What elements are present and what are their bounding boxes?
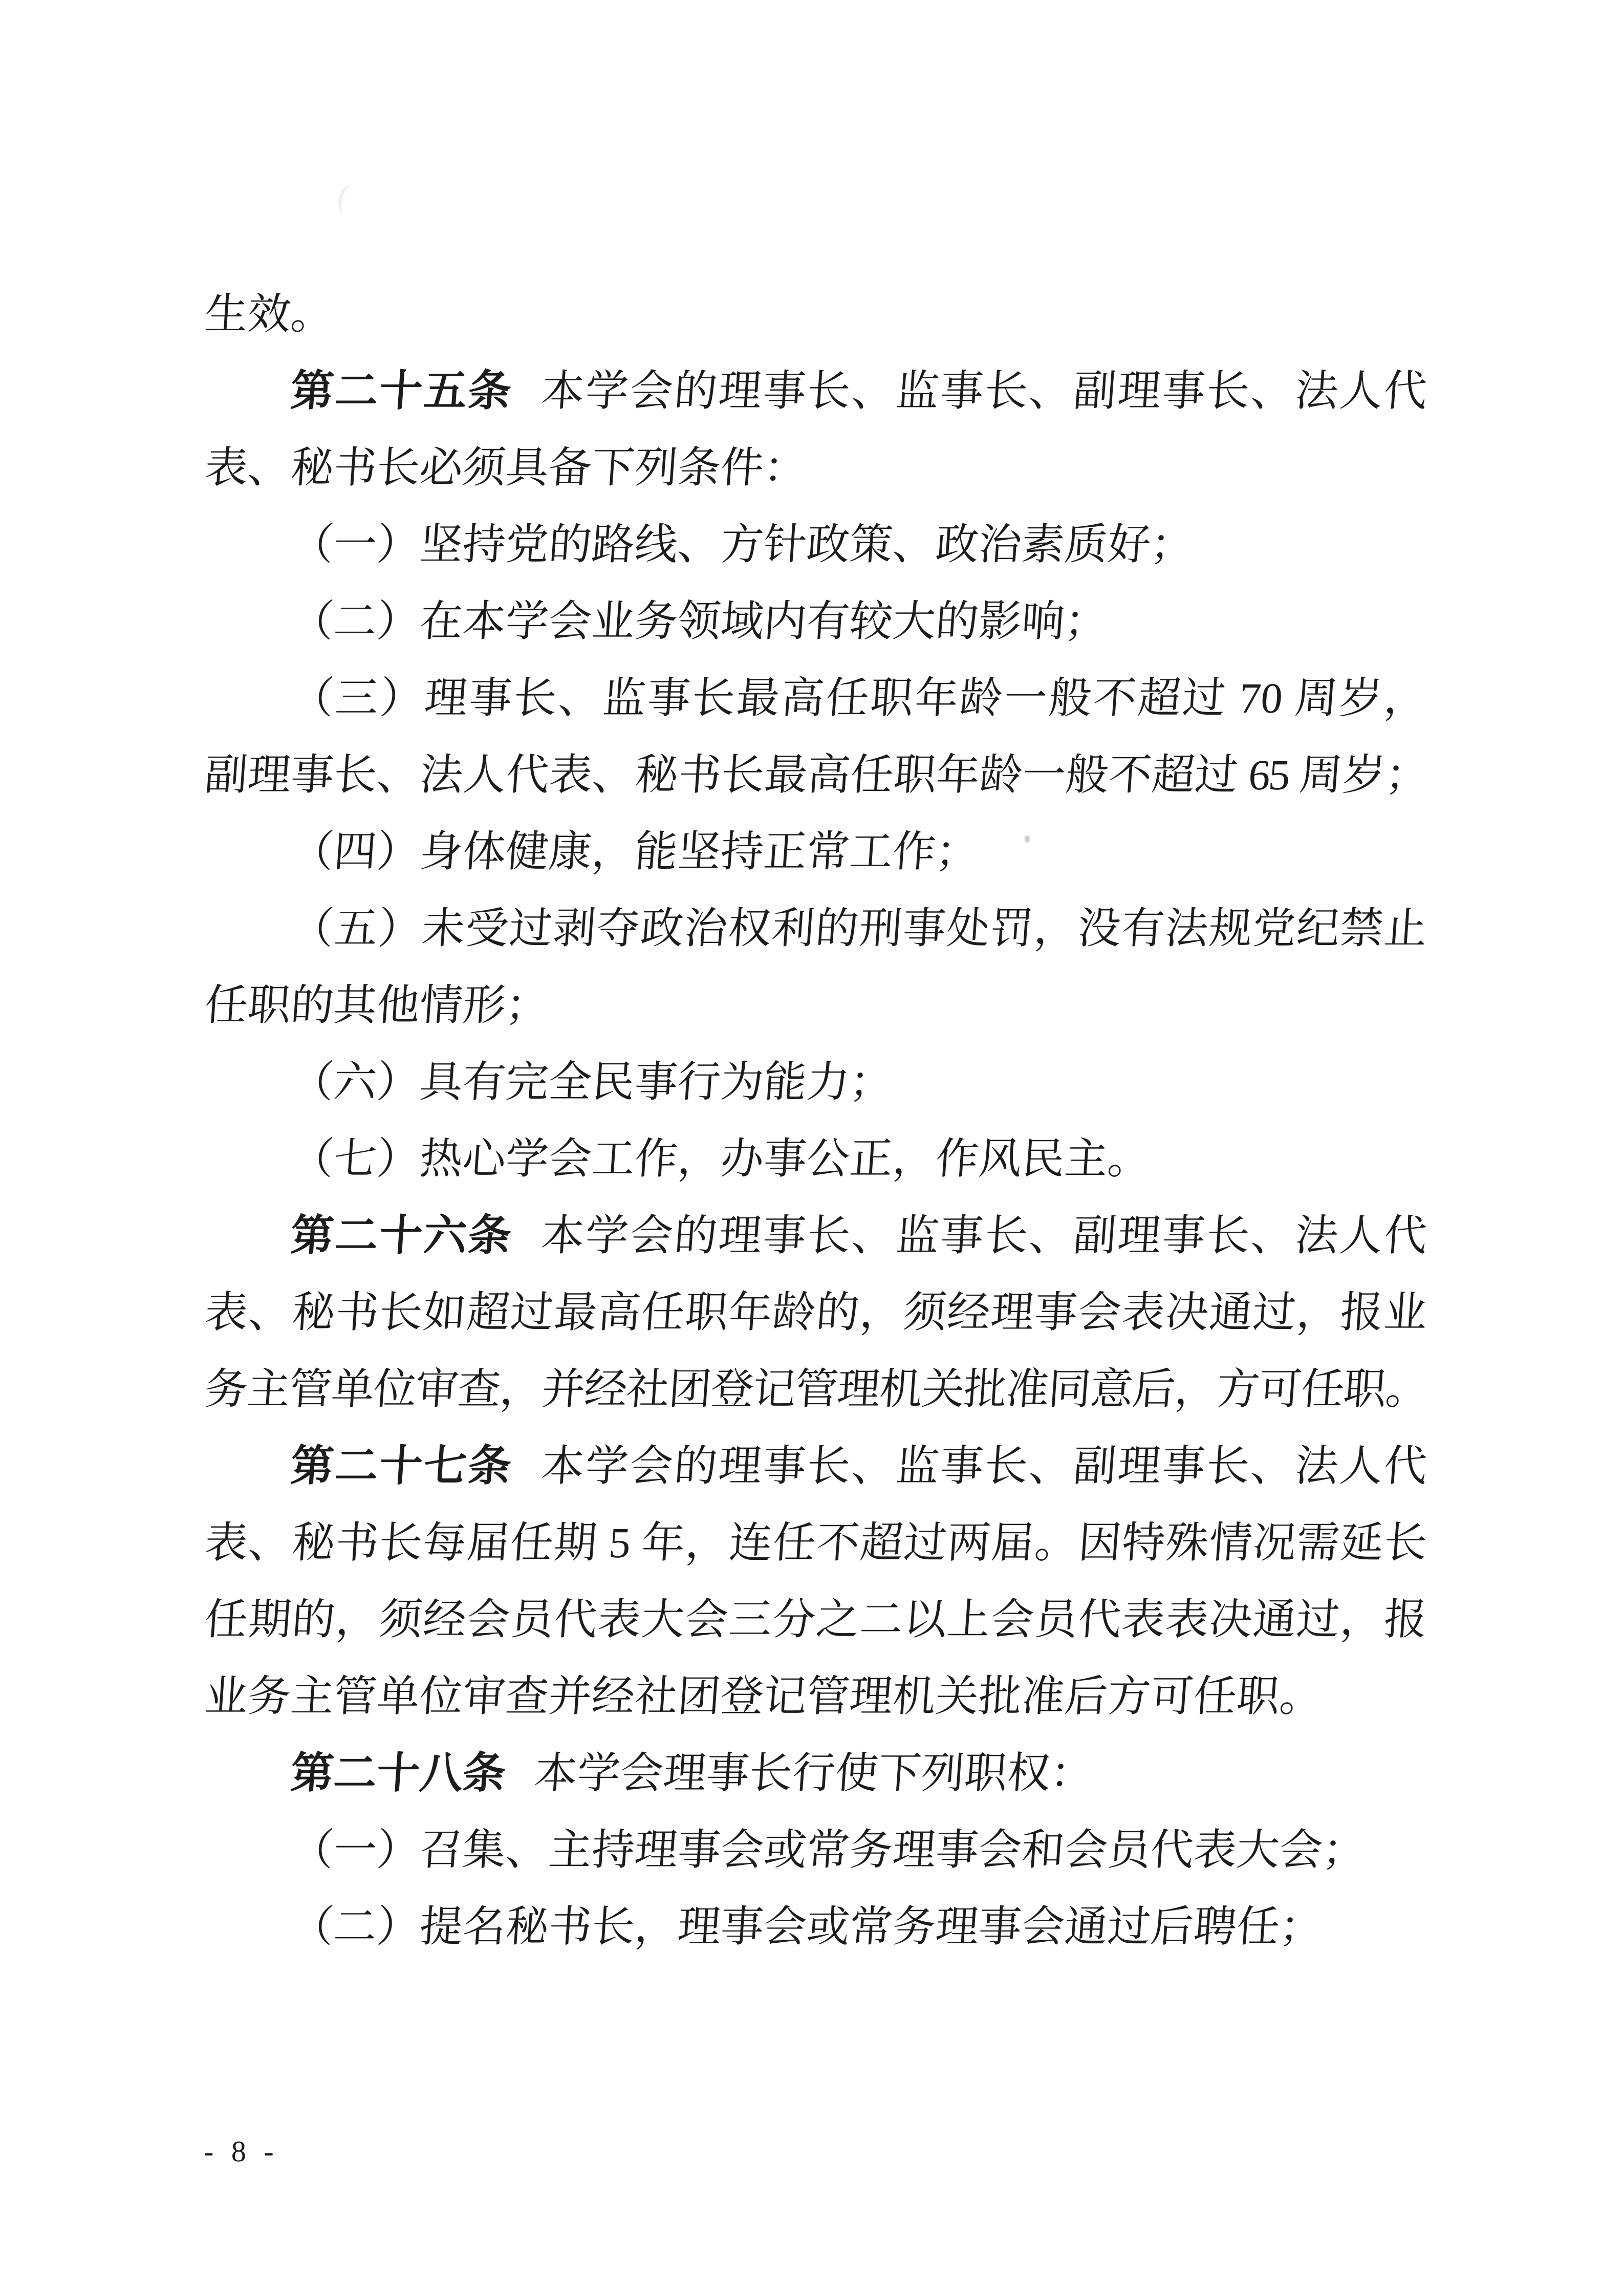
text-line: （三）理事长、监事长最高任职年龄一般不超过 70 周岁， — [289, 675, 1429, 722]
numeral: 70 — [1238, 675, 1284, 722]
article-number: 第二十七条 — [289, 1443, 514, 1490]
text-line: 表、秘书长每届任期 5 年，连任不超过两届。因特殊情况需延长 — [203, 1519, 1429, 1567]
text-line: （一）坚持党的路线、方针政策、政治素质好； — [289, 521, 1196, 569]
numeral: 5 — [607, 1519, 633, 1567]
text-line: 任期的，须经会员代表大会三分之二以上会员代表表决通过，报 — [203, 1596, 1429, 1644]
scan-artifact-squiggle — [335, 182, 363, 218]
text-line: （二）提名秘书长，理事会或常务理事会通过后聘任； — [289, 1903, 1325, 1951]
text-line: （四）身体健康，能坚持正常工作； — [289, 828, 981, 876]
text-line: 表、秘书长如超过最高任职年龄的，须经理事会表决通过，报业 — [203, 1289, 1429, 1337]
article-line: 第二十八条 本学会理事长行使下列职权： — [289, 1750, 1095, 1797]
article-number: 第二十五条 — [289, 368, 514, 415]
text-line: 务主管单位审查，并经社团登记管理机关批准同意后，方可任职。 — [203, 1366, 1429, 1413]
text-line: （一）召集、主持理事会或常务理事会和会员代表大会； — [289, 1827, 1368, 1874]
text-line: 生效。 — [203, 291, 336, 338]
article-line: 第二十六条 本学会的理事长、监事长、副理事长、法人代 — [289, 1212, 1429, 1260]
text-line: 任职的其他情形； — [203, 982, 551, 1029]
text-line: （二）在本学会业务领域内有较大的影响； — [289, 598, 1110, 646]
text-line: 业务主管单位审查并经社团登记管理机关批准后方可任职。 — [203, 1673, 1325, 1721]
article-line: 第二十五条 本学会的理事长、监事长、副理事长、法人代 — [289, 368, 1429, 415]
page-number: - 8 - — [204, 2135, 279, 2168]
document-body — [205, 276, 1427, 1966]
numeral: 65 — [1247, 752, 1290, 799]
text-line: （七）热心学会工作，办事公正，作风民主。 — [289, 1135, 1153, 1183]
text-line: （六）具有完全民事行为能力； — [289, 1059, 895, 1106]
text-line: 表、秘书长必须具备下列条件： — [203, 444, 809, 492]
text-line: （五）未受过剥夺政治权利的刑事处罚，没有法规党纪禁止 — [289, 905, 1429, 953]
article-number: 第二十六条 — [289, 1212, 514, 1260]
article-number: 第二十八条 — [289, 1750, 508, 1797]
text-line: 副理事长、法人代表、秘书长最高任职年龄一般不超过 65 周岁； — [203, 752, 1429, 799]
article-line: 第二十七条 本学会的理事长、监事长、副理事长、法人代 — [289, 1443, 1429, 1490]
